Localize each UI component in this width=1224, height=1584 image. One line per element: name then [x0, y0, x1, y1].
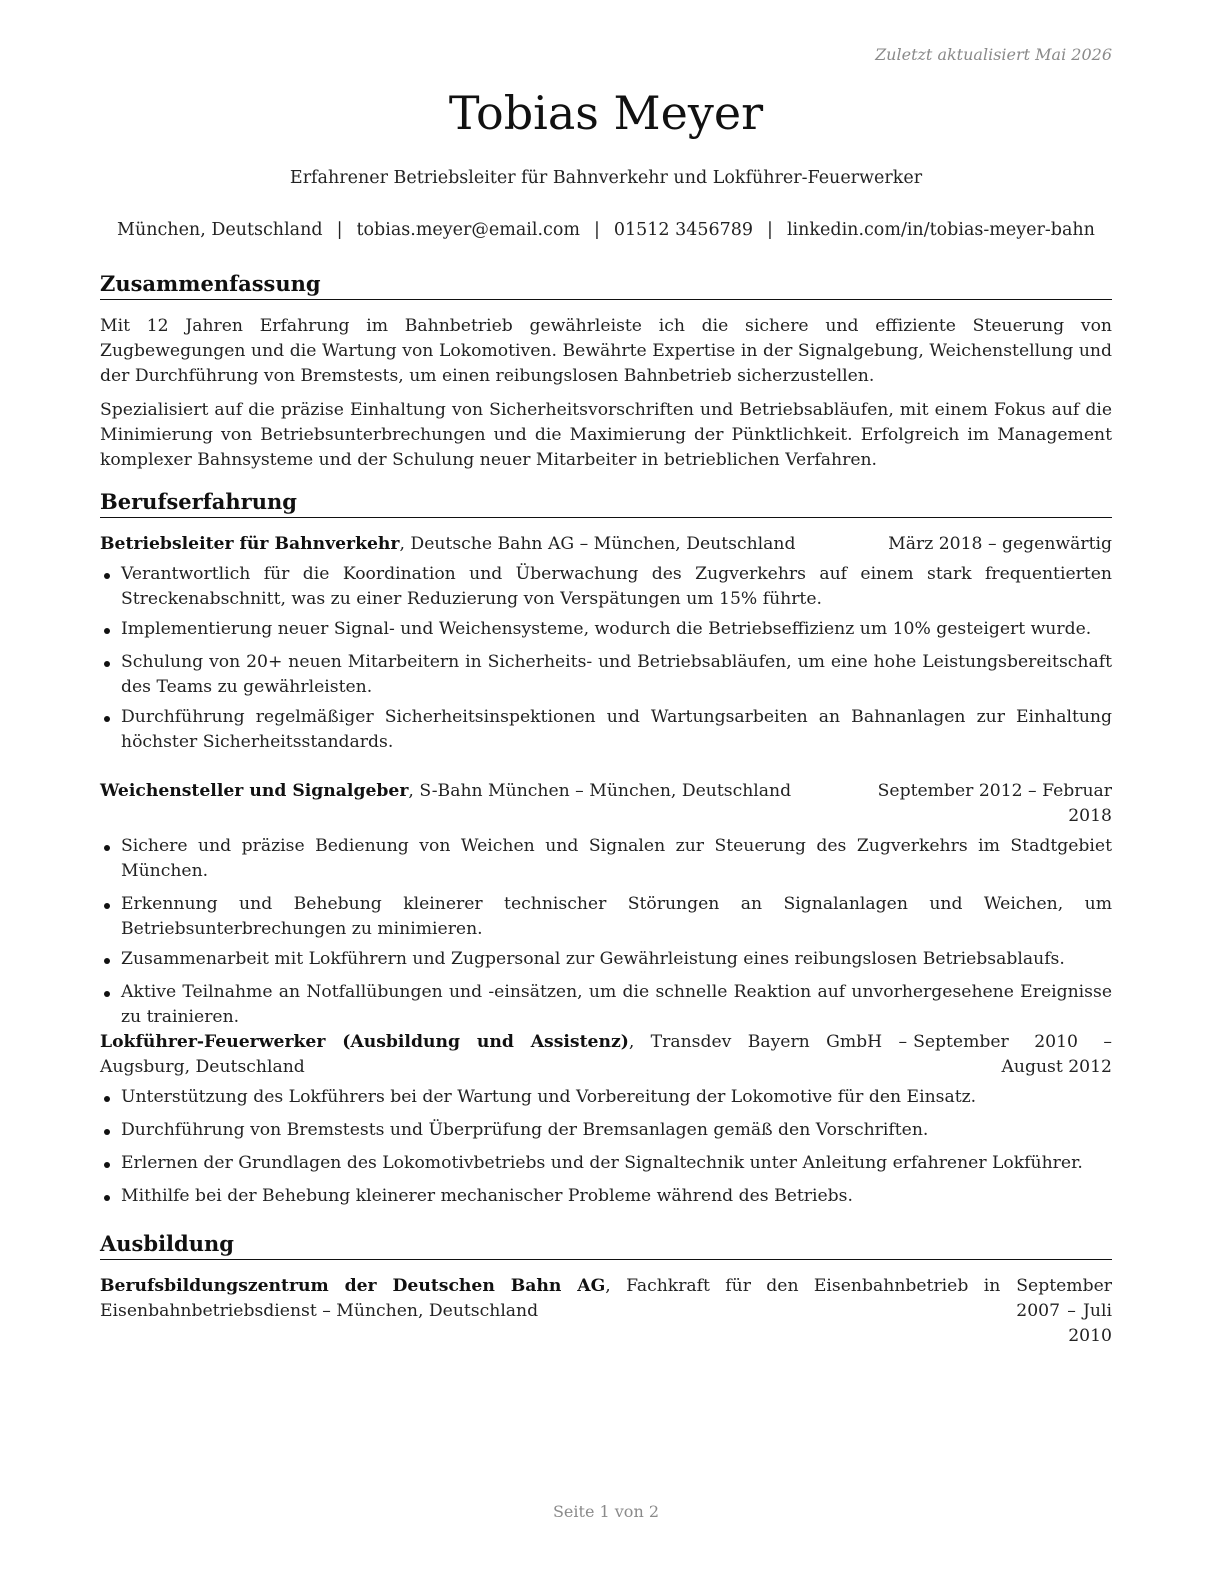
- page-number: Seite 1 von 2: [552, 1502, 660, 1521]
- list-item: Unterstützung des Lokführers bei der Wartung und Vorbereitung der Lokomotive für den Einsatz.: [100, 1085, 1112, 1110]
- job-title-line: [100, 532, 887, 557]
- list-item: Erlernen der Grundlagen des Lokomotivbetriebs und der Signaltechnik unter Anleitung erfahrener Lokführer.: [100, 1151, 1112, 1176]
- job-title-line: [100, 779, 872, 829]
- job-dates: September 2010 – August 2012: [913, 1032, 1112, 1077]
- job-bullets: [100, 1085, 1112, 1209]
- list-item: Erkennung und Behebung kleinerer technischer Störungen an Signalanlagen und Weichen, um Betriebsunterbrechungen zu minimieren.: [100, 892, 1112, 942]
- resume-page: [100, 0, 1112, 1584]
- education-title-line: [100, 1274, 1016, 1349]
- list-item: Aktive Teilnahme an Notfallübungen und -einsätzen, um die schnelle Reaktion auf unvorhergesehene Ereignisse zu trainieren.: [100, 980, 1112, 1030]
- job-header: [100, 1030, 1112, 1080]
- contact-email[interactable]: tobias.meyer@email.com: [356, 220, 580, 240]
- education-dates: September 2007 – Juli 2010: [1016, 1276, 1112, 1346]
- contact-location: München, Deutschland: [117, 220, 323, 240]
- contact-separator: |: [593, 220, 600, 240]
- contact-separator: |: [336, 220, 343, 240]
- candidate-name: Tobias Meyer: [448, 86, 764, 140]
- job-header: [100, 532, 1112, 557]
- list-item: Verantwortlich für die Koordination und Überwachung des Zugverkehrs auf einem stark frequentierten Streckenabschnitt, was zu einer Reduzierung von Verspätungen um 15% führte.: [100, 562, 1112, 612]
- contact-separator: |: [767, 220, 773, 240]
- contact-line: [100, 220, 1112, 240]
- job-role: Betriebsleiter für Bahnverkehr: [100, 534, 400, 554]
- job-role: Weichensteller und Signalgeber: [100, 781, 409, 801]
- list-item: Mithilfe bei der Behebung kleinerer mechanischer Probleme während des Betriebs.: [100, 1184, 1112, 1209]
- section-title-education: Ausbildung: [100, 1230, 1112, 1260]
- contact-linkedin[interactable]: linkedin.com/in/tobias-meyer-bahn: [786, 220, 1095, 240]
- section-title-summary: Zusammenfassung: [100, 270, 1112, 300]
- job-role: Lokführer-Feuerwerker (Ausbildung und Assistenz): [100, 1032, 629, 1052]
- list-item: Durchführung von Bremstests und Überprüfung der Bremsanlagen gemäß den Vorschriften.: [100, 1118, 1112, 1143]
- list-item: Sichere und präzise Bedienung von Weichen und Signalen zur Steuerung des Zugverkehrs im Stadtgebiet München.: [100, 834, 1112, 884]
- education-school: Berufsbildungszentrum der Deutschen Bahn AG: [100, 1276, 606, 1296]
- candidate-tagline: Erfahrener Betriebsleiter für Bahnverkehr und Lokführer-Feuerwerker: [289, 168, 923, 188]
- job-bullets: [100, 834, 1112, 1030]
- job-dates: September 2012 – Februar 2018: [877, 781, 1112, 826]
- last-updated: Zuletzt aktualisiert Mai 2026: [875, 45, 1112, 64]
- education-entry: [100, 1274, 1112, 1349]
- job-bullets: [100, 562, 1112, 755]
- job-employer: , S-Bahn München – München, Deutschland: [408, 781, 792, 801]
- job-title-line: [100, 1030, 913, 1080]
- list-item: Schulung von 20+ neuen Mitarbeitern in Sicherheits- und Betriebsabläufen, um eine hohe Leistungsbereitschaft des Teams zu gewährleisten.: [100, 650, 1112, 700]
- summary-paragraph: Spezialisiert auf die präzise Einhaltung von Sicherheitsvorschriften und Betriebsabläufen, mit einem Fokus auf die Minimierung von Betriebsunterbrechungen und die Maximierung der Pünktlichkeit. Erfolgreich im Management komplexer Bahnsysteme und der Schulung neuer Mitarbeiter in betrieblichen Verfahren.: [100, 400, 1112, 470]
- list-item: Implementierung neuer Signal- und Weichensysteme, wodurch die Betriebseffizienz um 10% gesteigert wurde.: [100, 617, 1112, 642]
- job-dates: März 2018 – gegenwärtig: [888, 534, 1112, 554]
- job-header: [100, 779, 1112, 829]
- job-employer: , Transdev Bayern GmbH – Augsburg, Deutschland: [100, 1032, 908, 1077]
- list-item: Zusammenarbeit mit Lokführern und Zugpersonal zur Gewährleistung eines reibungslosen Betriebsablaufs.: [100, 947, 1112, 972]
- section-title-experience: Berufserfahrung: [100, 488, 1112, 518]
- summary-paragraph: Mit 12 Jahren Erfahrung im Bahnbetrieb gewährleiste ich die sichere und effiziente Steuerung von Zugbewegungen und die Wartung von Lokomotiven. Bewährte Expertise in der Signalgebung, Weichenstellung und der Durchführung von Bremstests, um einen reibungslosen Bahnbetrieb sicherzustellen.: [100, 316, 1112, 386]
- job-employer: , Deutsche Bahn AG – München, Deutschland: [399, 534, 796, 554]
- list-item: Durchführung regelmäßiger Sicherheitsinspektionen und Wartungsarbeiten an Bahnanlagen zur Einhaltung höchster Sicherheitsstandards.: [100, 705, 1112, 755]
- contact-phone[interactable]: 01512 3456789: [613, 220, 754, 240]
- education-details: , Fachkraft für den Eisenbahnbetrieb in Eisenbahnbetriebsdienst – München, Deutschland: [100, 1276, 1001, 1321]
